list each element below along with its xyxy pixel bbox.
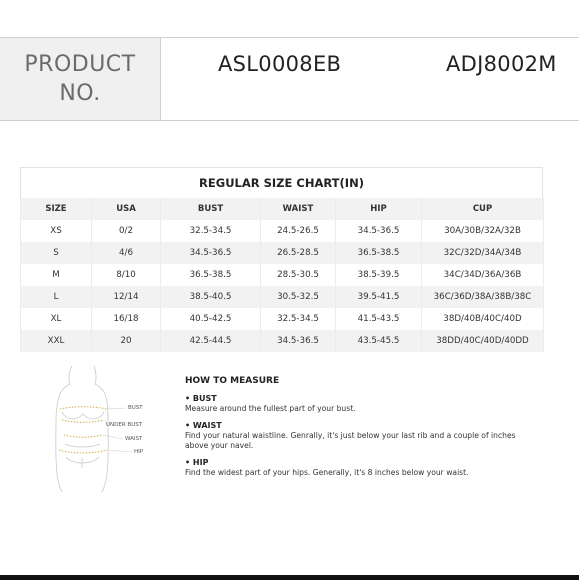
table-row	[21, 330, 544, 352]
column-header: BUST	[161, 198, 261, 220]
table-cell: 12/14	[92, 286, 161, 308]
body-measurement-figure	[48, 362, 148, 492]
product-number-label-cell	[0, 38, 161, 120]
figure-label-bust: BUST	[128, 405, 143, 411]
bottom-bar	[0, 575, 579, 580]
column-header: HIP	[336, 198, 422, 220]
table-cell: 34C/34D/36A/36B	[422, 264, 544, 286]
table-cell: M	[21, 264, 92, 286]
product-number-label: PRODUCT NO.	[24, 52, 136, 106]
table-cell: 32C/32D/34A/34B	[422, 242, 544, 264]
product-code-1: ASL0008EB	[218, 52, 342, 76]
table-cell: 36.5-38.5	[161, 264, 261, 286]
table-cell: L	[21, 286, 92, 308]
how-to-measure-section	[185, 376, 555, 485]
measure-item-waist	[185, 421, 555, 451]
product-number-header	[0, 37, 579, 121]
table-cell: 34.5-36.5	[161, 242, 261, 264]
table-cell: 30.5-32.5	[261, 286, 336, 308]
table-cell: 42.5-44.5	[161, 330, 261, 352]
table-cell: 30A/30B/32A/32B	[422, 220, 544, 242]
table-cell: S	[21, 242, 92, 264]
table-cell: 34.5-36.5	[336, 220, 422, 242]
measure-item-desc: Find the widest part of your hips. Generally, it's 8 inches below your waist.	[185, 468, 469, 477]
table-cell: 43.5-45.5	[336, 330, 422, 352]
table-header-row	[21, 198, 544, 220]
table-cell: 36C/36D/38A/38B/38C	[422, 286, 544, 308]
measure-item-desc: Find your natural waistline. Genrally, it's just below your last rib and a couple of inches above your navel.	[185, 431, 516, 450]
measure-item-hip	[185, 458, 555, 478]
figure-label-waist: WAIST	[125, 436, 143, 442]
measure-item-head: • WAIST	[185, 421, 222, 430]
column-header: CUP	[422, 198, 544, 220]
table-cell: 38D/40B/40C/40D	[422, 308, 544, 330]
table-cell: 26.5-28.5	[261, 242, 336, 264]
table-row	[21, 220, 544, 242]
size-chart-table	[20, 198, 544, 352]
measure-item-head: • HIP	[185, 458, 209, 467]
table-row	[21, 242, 544, 264]
figure-label-under-bust: UNDER BUST	[106, 422, 143, 428]
table-cell: 0/2	[92, 220, 161, 242]
table-row	[21, 308, 544, 330]
column-header: WAIST	[261, 198, 336, 220]
table-cell: 40.5-42.5	[161, 308, 261, 330]
table-cell: 32.5-34.5	[161, 220, 261, 242]
table-cell: 39.5-41.5	[336, 286, 422, 308]
table-cell: 32.5-34.5	[261, 308, 336, 330]
table-cell: 4/6	[92, 242, 161, 264]
measure-item-bust	[185, 394, 555, 414]
size-chart	[20, 167, 543, 352]
table-cell: 38.5-39.5	[336, 264, 422, 286]
table-cell: XXL	[21, 330, 92, 352]
table-cell: 24.5-26.5	[261, 220, 336, 242]
table-cell: XS	[21, 220, 92, 242]
table-cell: XL	[21, 308, 92, 330]
table-cell: 38DD/40C/40D/40DD	[422, 330, 544, 352]
table-cell: 8/10	[92, 264, 161, 286]
table-cell: 28.5-30.5	[261, 264, 336, 286]
product-code-2: ADJ8002M	[446, 52, 557, 76]
table-cell: 34.5-36.5	[261, 330, 336, 352]
figure-label-hip: HIP	[134, 449, 144, 455]
table-cell: 16/18	[92, 308, 161, 330]
how-to-measure-title: HOW TO MEASURE	[185, 376, 280, 386]
column-header: USA	[92, 198, 161, 220]
measure-item-desc: Measure around the fullest part of your bust.	[185, 404, 356, 413]
table-row	[21, 264, 544, 286]
column-header: SIZE	[21, 198, 92, 220]
table-row	[21, 286, 544, 308]
measure-item-head: • BUST	[185, 394, 217, 403]
table-cell: 41.5-43.5	[336, 308, 422, 330]
table-cell: 36.5-38.5	[336, 242, 422, 264]
table-cell: 38.5-40.5	[161, 286, 261, 308]
table-cell: 20	[92, 330, 161, 352]
size-chart-title: REGULAR SIZE CHART(IN)	[20, 167, 543, 198]
